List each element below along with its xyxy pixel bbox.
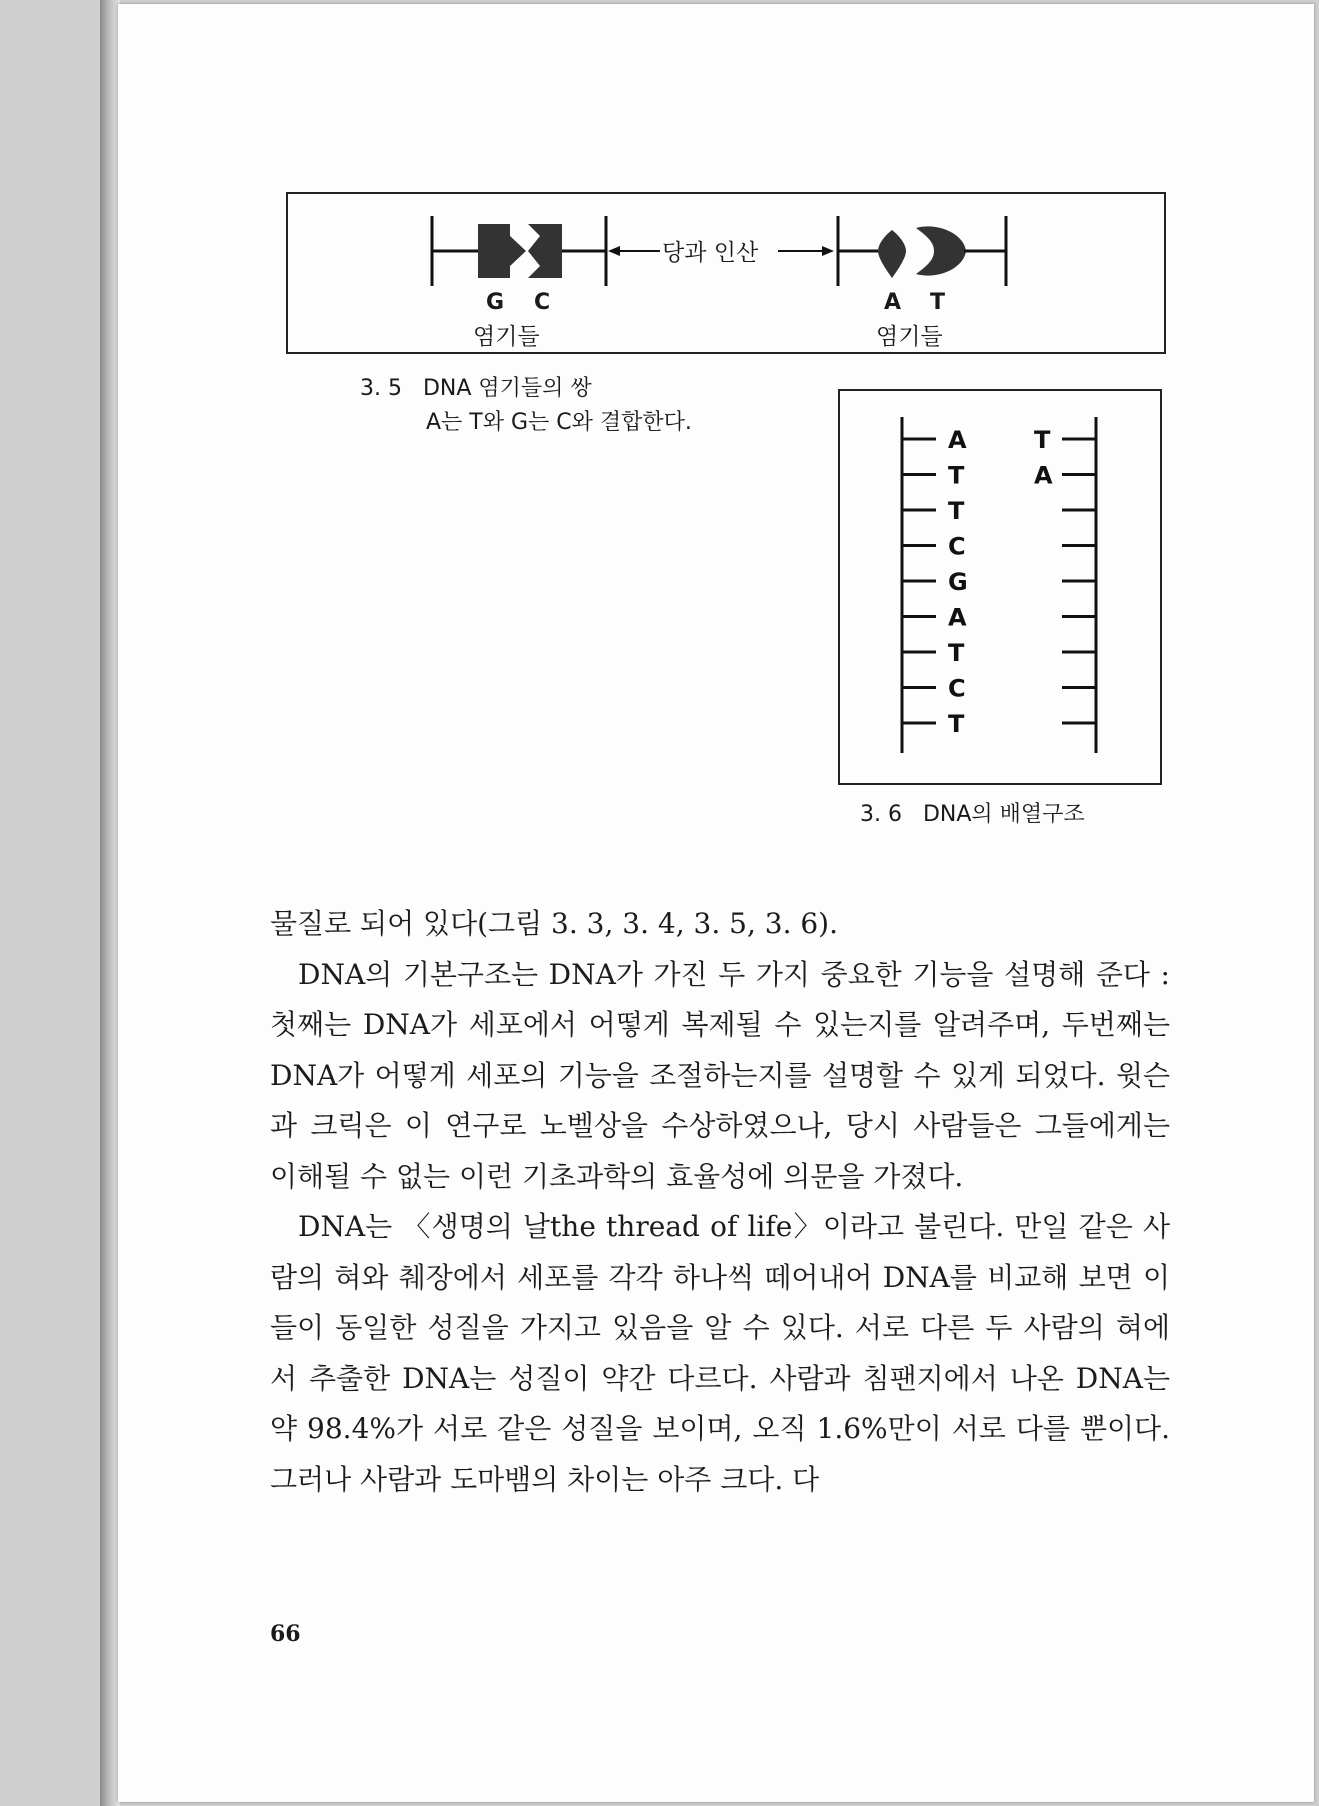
- base-label-g: G: [486, 290, 505, 315]
- left-strand-base: A: [948, 426, 967, 454]
- book-page: [118, 4, 1314, 1802]
- left-strand-base: A: [948, 603, 967, 632]
- guanine-shape: [478, 224, 526, 278]
- right-strand-base: A: [1034, 461, 1053, 490]
- left-strand-base: C: [948, 674, 966, 703]
- left-strand-base: G: [948, 568, 968, 596]
- left-strand-base: T: [948, 639, 965, 667]
- left-strand-base: C: [948, 532, 966, 561]
- figure-3-5-number: 3. 5: [360, 376, 402, 401]
- left-strand-base: T: [948, 497, 965, 525]
- page-number: 66: [270, 1621, 301, 1647]
- figure-3-5-title: DNA 염기들의 쌍: [422, 376, 592, 401]
- paragraph-3: DNA는 〈생명의 날the thread of life〉이라고 불린다. 만일 같은 사람의 혀와 췌장에서 세포를 각각 하나씩 떼어내어 DNA를 비교해 보면 이들이 동일한 성질을 가지고 있음을 알 수 있다. 서로 다른 두 사람의 혀에서 추출한 DNA는 성질이 약간 다르다. 사람과 침팬지에서 나온 DNA는 약 98.4%가 서로 같은 성질을 보이며, 오직 1.6%만이 서로 다를 뿐이다. 그러나 사람과 도마뱀의 차이는 아주 크다. 다: [270, 1210, 1170, 1496]
- figure-3-6-number: 3. 6: [860, 802, 902, 827]
- figure-3-5-base-pairs: [286, 192, 1166, 354]
- left-bases-group-label: 염기들: [473, 324, 540, 350]
- cytosine-shape: [528, 224, 562, 278]
- left-strand-base: T: [948, 461, 965, 490]
- figure-3-6-caption: [860, 798, 1085, 832]
- paragraph-2: DNA의 기본구조는 DNA가 가진 두 가지 중요한 기능을 설명해 준다 : 첫째는 DNA가 세포에서 어떻게 복제될 수 있는지를 알려주며, 두번째는 DNA가 어떻게 세포의 기능을 조절하는지를 설명할 수 있게 되었다. 윗슨과 크릭은 이 연구로 노벨상을 수상하였으나, 당시 사람들은 그들에게는 이해될 수 없는 이런 기초과학의 효율성에 의문을 가졌다.: [270, 957, 1170, 1193]
- paragraph-1: 물질로 되어 있다(그림 3. 3, 3. 4, 3. 5, 3. 6).: [270, 907, 839, 940]
- thymine-shape: [916, 226, 966, 275]
- book-spine-shadow: [100, 0, 120, 1806]
- figure-3-5-caption-line1: [360, 372, 692, 406]
- body-text: [270, 899, 1170, 1505]
- base-label-c: C: [534, 290, 551, 315]
- figure-3-5-diagram: [288, 194, 1168, 356]
- base-label-a: A: [884, 290, 902, 315]
- figure-3-6-sequence: [838, 389, 1162, 785]
- arrow-left-head: [608, 246, 620, 256]
- adenine-shape: [878, 230, 906, 278]
- base-label-t: T: [930, 290, 946, 315]
- figure-3-6-diagram: [840, 391, 1164, 787]
- right-bases-group-label: 염기들: [876, 324, 943, 350]
- right-strand-base: T: [1034, 426, 1051, 454]
- left-strand-base: T: [948, 710, 965, 738]
- figure-3-5-caption: [360, 372, 692, 440]
- figure-3-6-title: DNA의 배열구조: [922, 802, 1085, 827]
- figure-3-5-caption-line2: A는 T와 G는 C와 결합한다.: [426, 410, 692, 435]
- sugar-phosphate-label: 당과 인산: [662, 240, 759, 266]
- arrow-right-head: [822, 246, 834, 256]
